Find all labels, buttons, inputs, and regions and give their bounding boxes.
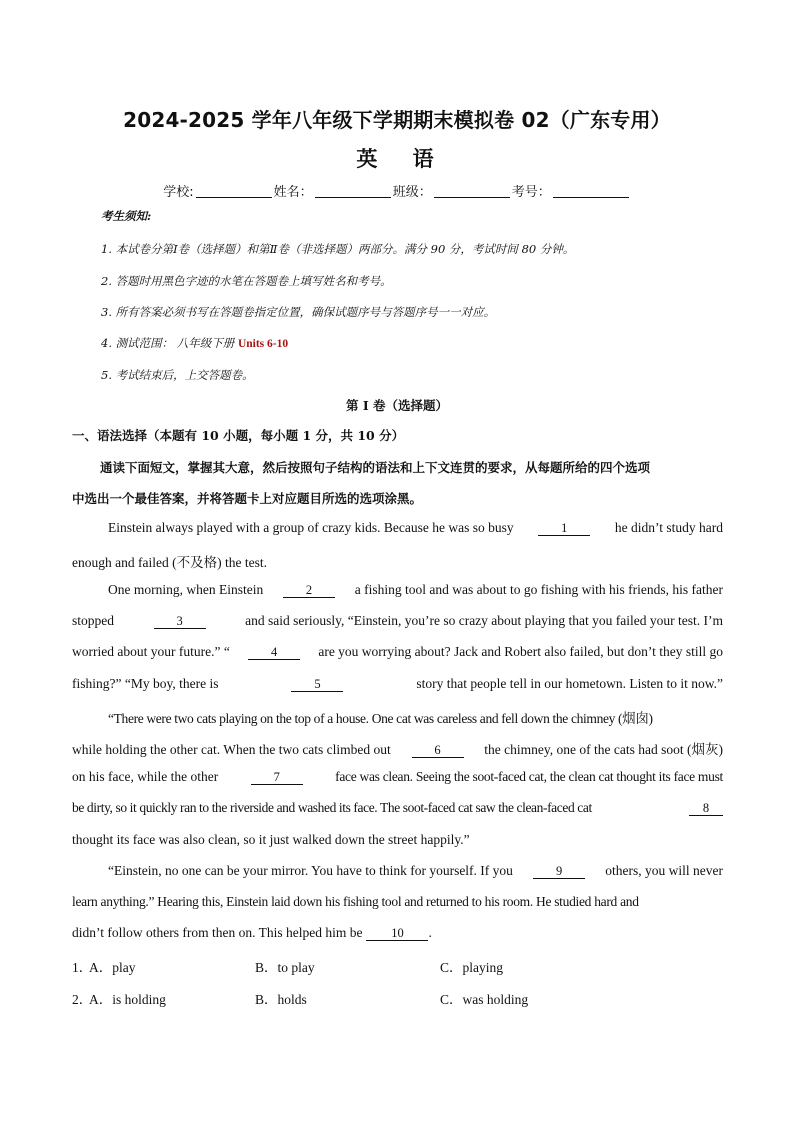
blank-9: 9 (533, 865, 585, 879)
blank-6: 6 (412, 744, 464, 758)
passage-line (72, 644, 723, 660)
blank-7: 7 (251, 771, 303, 785)
passage-line (72, 551, 723, 571)
passage-line (72, 582, 723, 598)
exam-number-blank[interactable] (553, 183, 629, 198)
passage-text: stopped (72, 613, 114, 628)
passage-line (72, 738, 723, 758)
passage-text: on his face, while the other (72, 769, 219, 784)
blank-8: 8 (689, 802, 723, 816)
option-a[interactable]: A．play (89, 960, 136, 975)
instruction-line-1: 通读下面短文，掌握其大意，然后按照句子结构的语法和上下文连贯的要求，从每题所给的四个选项 (100, 460, 651, 475)
exam-title: 2024-2025 学年八年级下学期期末模拟卷 02（广东专用） (123, 108, 671, 132)
passage-line (72, 769, 723, 785)
question-number: 1． (72, 960, 93, 975)
class-label: 班级： (392, 185, 432, 200)
passage-text: he didn’t study hard (614, 520, 723, 535)
option-c[interactable]: C．playing (440, 960, 503, 975)
blank-3: 3 (154, 615, 206, 629)
section-title: 第 I 卷（选择题） (345, 398, 449, 413)
passage-text: be dirty, so it quickly ran to the riverside and washed its face. The soot-faced cat saw the clean-faced cat (72, 800, 592, 815)
notice-item-4-text: 4. 测试范围： 八年级下册 (101, 336, 238, 350)
student-info-line (0, 181, 794, 200)
option-a[interactable]: A．is holding (89, 992, 166, 1007)
blank-10: 10 (366, 927, 428, 941)
passage-text: a fishing tool and was about to go fishing with his friends, his father (354, 582, 723, 597)
notice-item-4 (101, 335, 288, 351)
option-b[interactable]: B．to play (255, 960, 315, 975)
notice-heading: 考生须知: (101, 209, 152, 223)
part-title: 一、语法选择（本题有 10 小题，每小题 1 分，共 10 分） (72, 428, 405, 443)
notice-item-5: 5. 考试结束后，上交答题卷。 (101, 368, 254, 382)
passage-text: enough and failed (不及格) the test. (72, 555, 267, 570)
blank-2: 2 (283, 584, 335, 598)
name-label: 姓名： (273, 185, 313, 200)
passage-text: . (428, 925, 432, 940)
notice-item-2: 2. 答题时用黑色字迹的水笔在答题卷上填写姓名和考号。 (101, 274, 392, 288)
exam-number-label: 考号： (511, 185, 551, 200)
passage-text: “There were two cats playing on the top of a house. One cat was careless and fell down the chimney (烟囱) (108, 711, 653, 726)
passage-line (72, 707, 723, 727)
class-blank[interactable] (434, 183, 510, 198)
blank-1: 1 (538, 522, 590, 536)
passage-text: the chimney, one of the cats had soot (烟灰) (484, 742, 723, 757)
instruction-line-2: 中选出一个最佳答案，并将答题卡上对应题目所选的选项涂黑。 (72, 491, 423, 506)
passage-text: “Einstein, no one can be your mirror. You have to think for yourself. If you (108, 863, 513, 878)
question-2-options (72, 988, 723, 1006)
passage-line (72, 863, 723, 879)
passage-text: didn’t follow others from then on. This helped him be (72, 925, 363, 940)
passage-text: learn anything.” Hearing this, Einstein laid down his fishing tool and returned to his room. He studied hard and (72, 894, 639, 909)
school-label: 学校: (163, 185, 194, 200)
passage-text: fishing?” “My boy, there is (72, 676, 219, 691)
passage-line (72, 800, 723, 816)
blank-4: 4 (248, 646, 300, 660)
name-blank[interactable] (315, 183, 391, 198)
passage-text: others, you will never (605, 863, 723, 878)
school-blank[interactable] (196, 183, 272, 198)
passage-text: face was clean. Seeing the soot-faced cat, the clean cat thought its face must (335, 769, 723, 784)
notice-item-3: 3. 所有答案必须书写在答题卷指定位置，确保试题序号与答题序号一一对应。 (101, 305, 496, 319)
subject-title: 英 语 (356, 147, 448, 171)
passage-line (72, 520, 723, 536)
passage-text: Einstein always played with a group of crazy kids. Because he was so busy (108, 520, 514, 535)
passage-line (72, 925, 723, 941)
passage-text: story that people tell in our hometown. Listen to it now.” (416, 676, 723, 691)
option-b[interactable]: B．holds (255, 992, 307, 1007)
passage-line (72, 613, 723, 629)
question-number: 2． (72, 992, 93, 1007)
question-1-options (72, 956, 723, 974)
passage-text: One morning, when Einstein (108, 582, 264, 597)
passage-text: and said seriously, “Einstein, you’re so crazy about playing that you failed your test. I’m (245, 613, 723, 628)
option-c[interactable]: C．was holding (440, 992, 529, 1007)
passage-text: thought its face was also clean, so it just walked down the street happily.” (72, 832, 470, 847)
passage-line (72, 832, 723, 848)
passage-line (72, 894, 723, 910)
scope-highlight: Units 6-10 (237, 338, 289, 350)
passage-text: worried about your future.” “ (72, 644, 230, 659)
passage-text: while holding the other cat. When the two cats climbed out (72, 742, 391, 757)
passage-text: are you worrying about? Jack and Robert also failed, but don’t they still go (318, 644, 723, 659)
blank-5: 5 (291, 678, 343, 692)
passage-line (72, 676, 723, 692)
notice-item-1: 1. 本试卷分第Ⅰ卷（选择题）和第Ⅱ卷（非选择题）两部分。满分 90 分，考试时间 80 分钟。 (101, 242, 575, 256)
